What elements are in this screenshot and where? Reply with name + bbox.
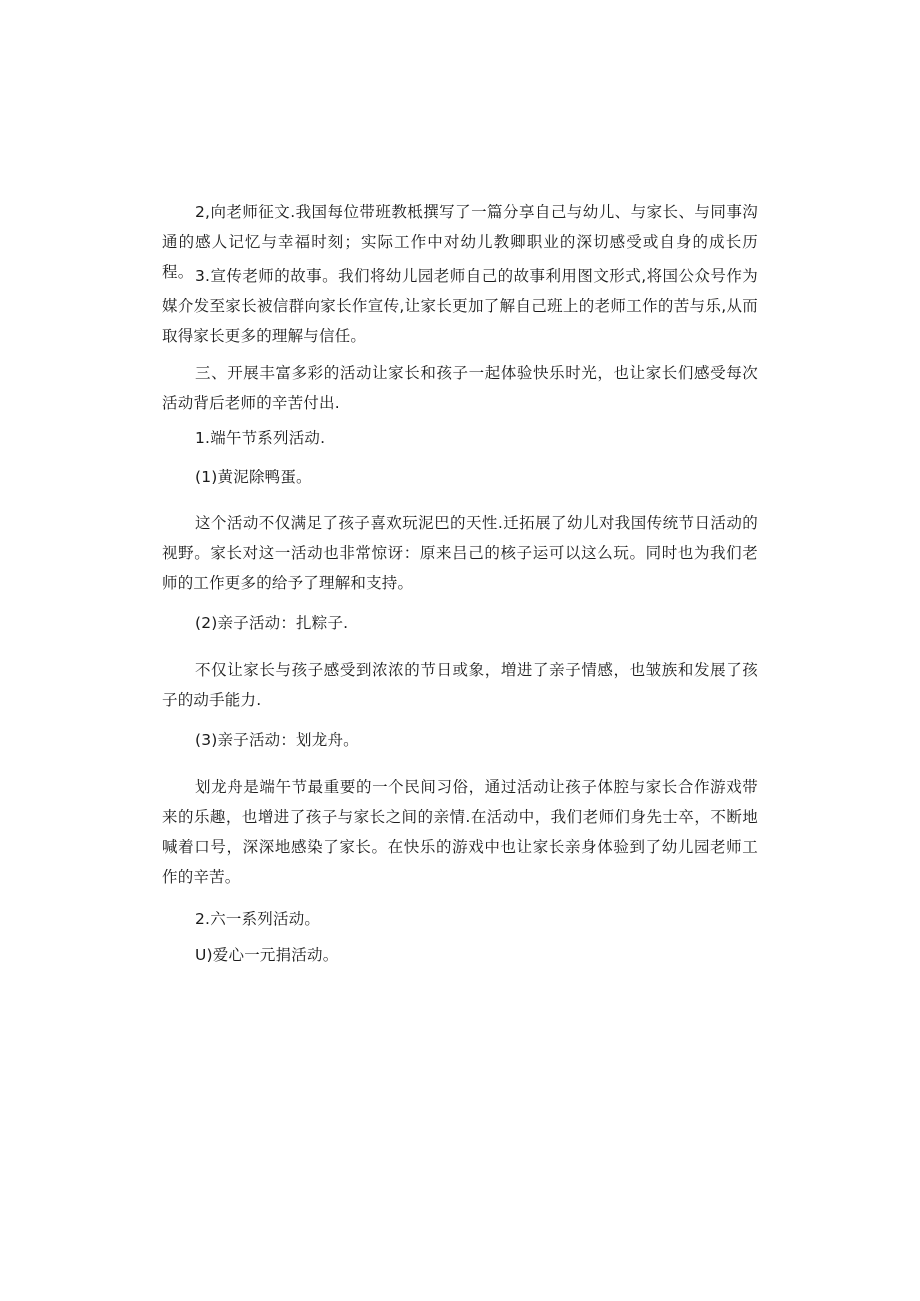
paragraph-teacher-stories: 3.宣传老师的故事。我们将幼儿园老师自己的故事利用图文形式,将国公众号作为媒介发至家长被信群向家长作宣传,让家长更加了解自己班上的老师工作的苦与乐,从而取得家长更多的理解与信任。 <box>162 267 758 345</box>
heading-childrens-day-series: 2.六一系列活动。 <box>195 910 321 928</box>
heading-mud-eggs: (1)黄泥除鸭蛋。 <box>195 468 312 486</box>
paragraph-teacher-essay: 2,向老师征文.我国每位带班教柢撰写了一篇分享自己与幼儿、与家长、与同事沟通的感人记忆与幸福时刻；实际工作中对幼儿教卿职业的深切感受或自身的成长历程。 <box>162 203 758 281</box>
heading-one-yuan-donation: U)爱心一元捐活动。 <box>195 946 339 964</box>
paragraph-mud-eggs: 这个活动不仅满足了孩子喜欢玩泥巴的天性.迁拓展了幼儿对我国传统节日活动的视野。家长对这一活动也非常惊讶：原来吕己的核子运可以这么玩。同时也为我们老师的工作更多的给予了理解和支持。 <box>162 514 758 592</box>
paragraph-dragon-boat: 划龙舟是端午节最重要的一个民间习俗，通过活动让孩子体腔与家长合作游戏带来的乐趣，也增进了孩子与家长之间的亲情.在活动中，我们老师们身先士卒，不断地喊着口号，深深地感染了家长。在快乐的游戏中也让家长亲身体验到了幼儿园老师工作的辛苦。 <box>162 778 758 886</box>
paragraph-section-three: 三、开展丰富多彩的活动让家长和孩子一起体验快乐时光，也让家长们感受每次活动背后老师的辛苦付出. <box>162 364 758 412</box>
heading-dragon-boat: (3)亲子活动：划龙舟。 <box>195 731 359 749</box>
heading-dragon-boat-series: 1.端午节系列活动. <box>195 429 326 447</box>
paragraph-zongzi: 不仅让家长与孩子感受到浓浓的节日或象，増进了亲子情感，也皱族和发展了孩子的动手能力. <box>162 661 758 709</box>
heading-zongzi: (2)亲子活动：扎粽子. <box>195 614 349 632</box>
